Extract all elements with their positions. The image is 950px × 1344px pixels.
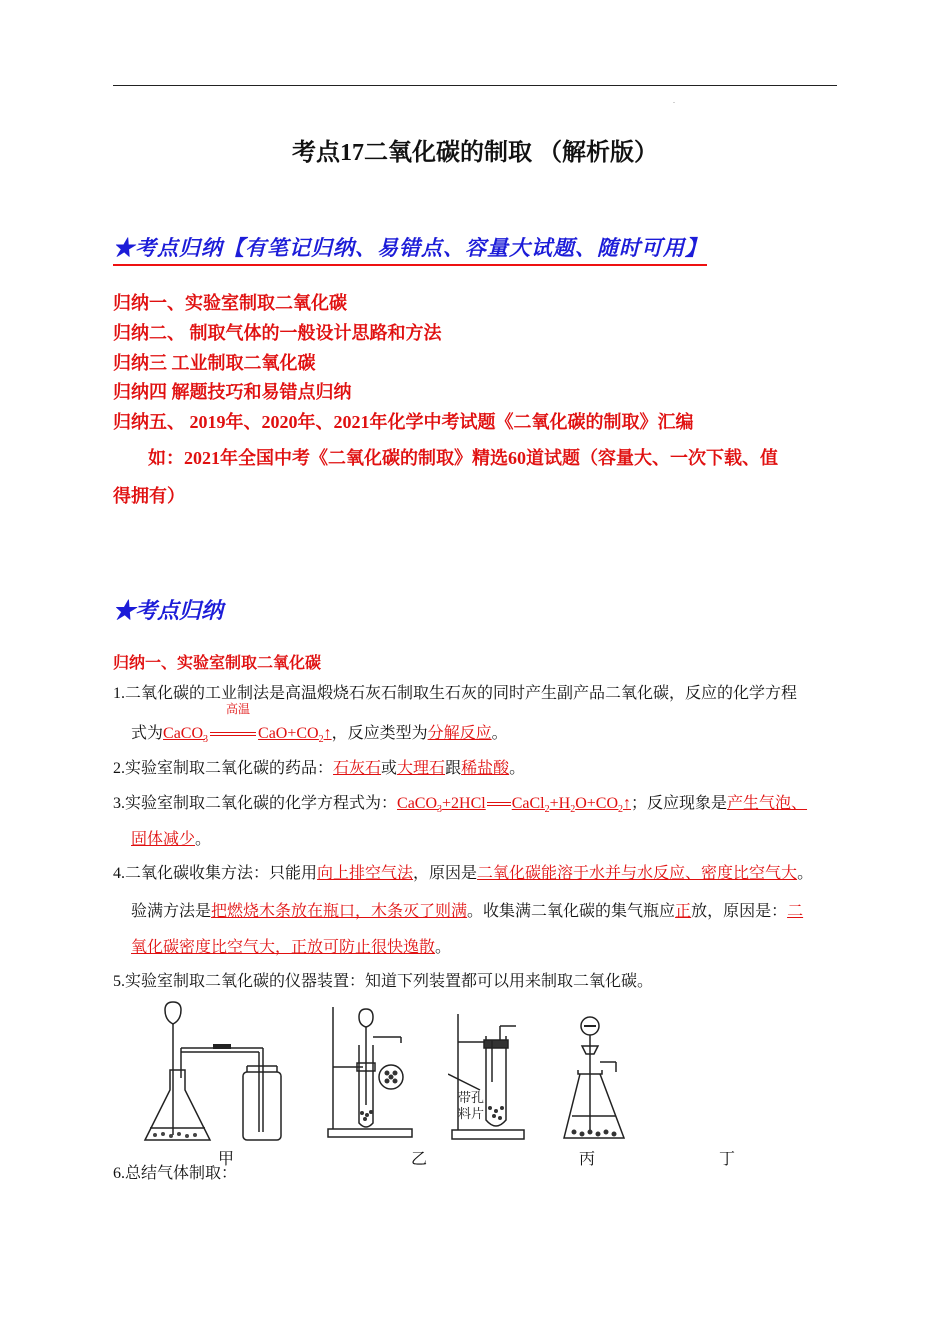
summary-item-5: 归纳五、 2019年、2020年、2021年化学中考试题《二氧化碳的制取》汇编 [113, 412, 694, 432]
apparatus-jia-image [135, 1000, 285, 1145]
apparatus-bing-image [448, 1012, 528, 1142]
item3-answer-2: 固体减少 [131, 831, 196, 848]
item4-answer-2: 二氧化碳能溶于水并与水反应、密度比空气大 [477, 865, 798, 882]
section-title: 归纳一、实验室制取二氧化碳 [113, 655, 322, 672]
item2-answer-1: 石灰石 [333, 760, 382, 777]
item3-line1: 3.实验室制取二氧化碳的化学方程式为：CaCO$_3$+2HCl $CaCl_2+H_2O+CO_2↑$；反应现象是产生气泡、 [113, 795, 808, 816]
header-dot: . [673, 96, 675, 105]
item3-answer-1: 产生气泡、 [727, 795, 808, 812]
item4-answer-4: 正 [675, 903, 692, 920]
item5-line: 5.实验室制取二氧化碳的仪器装置：知道下列装置都可以用来制取二氧化碳。 [113, 973, 654, 990]
summary-note-line2: 得拥有） [113, 486, 185, 506]
item4-answer-5: 二 [787, 903, 804, 920]
item4-line1: 4.二氧化碳收集方法：只能用向上排空气法，原因是二氧化碳能溶于水并与水反应、密度比空气大。 [113, 865, 814, 882]
apparatus-ding-image [560, 1012, 640, 1147]
item1-line2: 式为CaCO$_3$ $CaO+CO_2↑$，反应类型为分解反应。 [131, 725, 508, 746]
item1-mid: ，反应类型为 [331, 725, 428, 742]
header-rule [113, 85, 837, 86]
apparatus-label-jia: 甲 [218, 1151, 235, 1168]
item3-equation: CaCO$_3$+2HCl $CaCl_2+H_2O+CO_2↑$ [397, 795, 631, 816]
apparatus-label-bing: 丙 [579, 1151, 596, 1168]
apparatus-label-yi: 乙 [411, 1151, 428, 1168]
item1-prefix: 式为 [131, 725, 164, 742]
item4-answer-6: 氧化碳密度比空气大，正放可防止很快逸散 [131, 939, 436, 956]
apparatus-bing-note: 带孔 料片 [458, 1090, 485, 1121]
item4-answer-1: 向上排空气法 [317, 865, 414, 882]
summary-item-1: 归纳一、实验室制取二氧化碳 [113, 293, 347, 313]
item4-line2: 验满方法是把燃烧木条放在瓶口，木条灭了则满。收集满二氧化碳的集气瓶应正放，原因是：二 [131, 903, 804, 920]
item3-line2: 固体减少。 [131, 831, 212, 848]
item6-line: 6.总结气体制取： [113, 1165, 238, 1182]
item2-line: 2.实验室制取二氧化碳的药品：石灰石或大理石跟稀盐酸。 [113, 760, 526, 777]
summary-item-3: 归纳三 工业制取二氧化碳 [113, 353, 316, 373]
heading-kaodian: ★考点归纳 [113, 598, 224, 623]
apparatus-yi-image [325, 1005, 415, 1140]
page-title: 考点17二氧化碳的制取 （解析版） [292, 140, 658, 166]
item1-answer: 分解反应 [427, 725, 492, 742]
item1-line1: 1.二氧化碳的工业制法是高温煅烧石灰石制取生石灰的同时产生副产品二氧化碳，反应的化学方程 [113, 685, 798, 702]
item4-answer-3: 把燃烧木条放在瓶口，木条灭了则满 [211, 903, 468, 920]
item1-equation: CaCO$_3$ $CaO+CO_2↑$ [163, 725, 332, 746]
summary-item-2: 归纳二、 制取气体的一般设计思路和方法 [113, 323, 442, 343]
item2-answer-3: 稀盐酸 [461, 760, 510, 777]
summary-note-line1: 如：2021年全国中考《二氧化碳的制取》精选60道试题（容量大、一次下载、值 [148, 448, 778, 468]
item1-condition: 高温 [226, 702, 251, 716]
summary-item-4: 归纳四 解题技巧和易错点归纳 [113, 382, 352, 402]
item4-line3: 氧化碳密度比空气大，正放可防止很快逸散。 [131, 939, 452, 956]
apparatus-label-ding: 丁 [719, 1151, 736, 1168]
heading-summary: ★考点归纳【有笔记归纳、易错点、容量大试题、随时可用】 [113, 232, 707, 266]
item2-answer-2: 大理石 [397, 760, 446, 777]
